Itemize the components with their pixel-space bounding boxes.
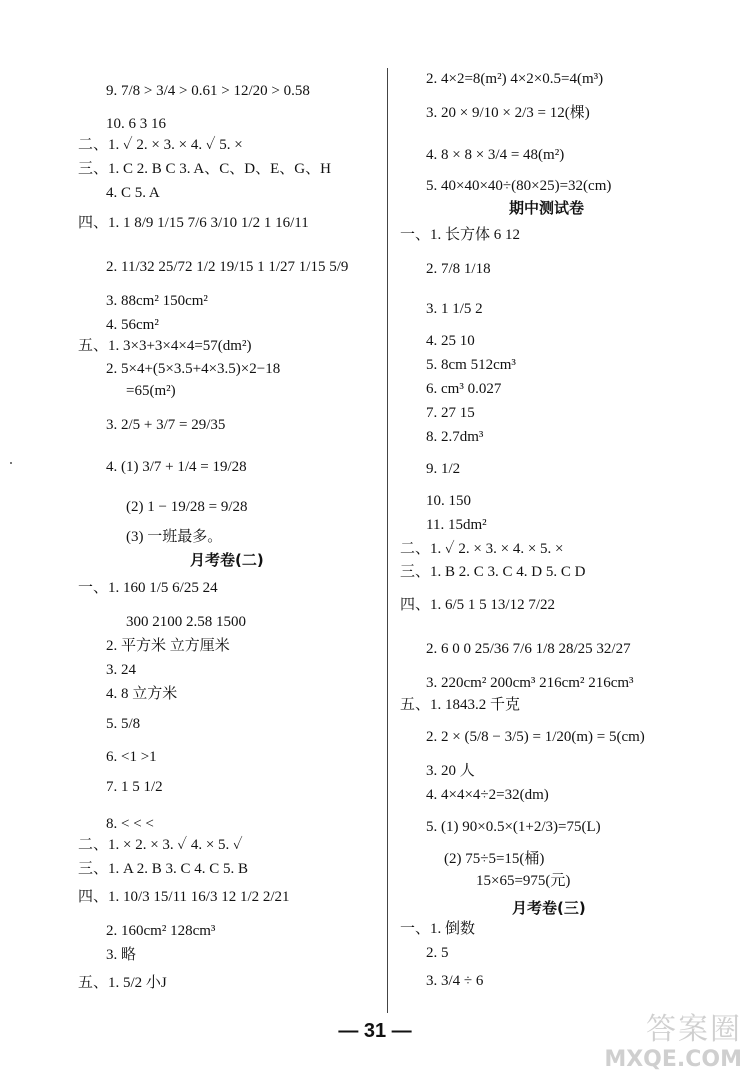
answer-line: 4. 8 × 8 × 3/4 = 48(m²): [426, 147, 565, 163]
answer-line: 8. < < <: [106, 816, 154, 832]
answer-line: 三、1. A 2. B 3. C 4. C 5. B: [78, 861, 249, 877]
answer-line: 5. 8cm 512cm³: [426, 357, 516, 373]
answer-line: =65(m²): [126, 383, 176, 399]
answer-line: 五、1. 5/2 小J: [78, 975, 167, 991]
answer-line: 一、1. 倒数: [400, 921, 476, 937]
answer-line: 10. 6 3 16: [106, 116, 166, 132]
answer-line: 4. 56cm²: [106, 317, 159, 333]
answer-line: 2. 7/8 1/18: [426, 261, 491, 277]
answer-line: 4. C 5. A: [106, 185, 160, 201]
answer-line: 3. 20 × 9/10 × 2/3 = 12(棵): [426, 105, 590, 121]
answer-line: (2) 75÷5=15(桶): [444, 851, 545, 867]
answer-line: 2. 2 × (5/8 − 3/5) = 1/20(m) = 5(cm): [426, 729, 645, 745]
answer-line: 10. 150: [426, 493, 471, 509]
answer-line: 3. 1 1/5 2: [426, 301, 483, 317]
answer-line: 6. cm³ 0.027: [426, 381, 502, 397]
section-heading-midterm: 期中测试卷: [509, 199, 585, 217]
answer-line: 5. (1) 90×0.5×(1+2/3)=75(L): [426, 819, 601, 835]
answer-line: 二、1. ✓ 2. × 3. × 4. × 5. ×: [400, 541, 564, 557]
answer-line: 3. 2/5 + 3/7 = 29/35: [106, 417, 226, 433]
answer-line: 2. 6 0 0 25/36 7/6 1/8 28/25 32/27: [426, 641, 631, 657]
answer-line: 6. <1 >1: [106, 749, 157, 765]
answer-line: 二、1. × 2. × 3. ✓ 4. × 5. ✓: [78, 837, 243, 853]
answer-line: 9. 1/2: [426, 461, 461, 477]
section-heading-monthly-3: 月考卷(三): [512, 899, 586, 917]
answer-line: 三、1. B 2. C 3. C 4. D 5. C D: [400, 564, 586, 580]
answer-line: 3. 3/4 ÷ 6: [426, 973, 484, 989]
answer-line: 9. 7/8 > 3/4 > 0.61 > 12/20 > 0.58: [106, 83, 310, 99]
answer-line: 5. 40×40×40÷(80×25)=32(cm): [426, 178, 612, 194]
answer-line: 4. (1) 3/7 + 1/4 = 19/28: [106, 459, 247, 475]
answer-line: 一、1. 160 1/5 6/25 24: [78, 580, 218, 596]
answer-line: 5. 5/8: [106, 716, 141, 732]
answer-line: 7. 1 5 1/2: [106, 779, 163, 795]
answer-line: (3) 一班最多。: [126, 529, 223, 545]
answer-line: 300 2100 2.58 1500: [126, 614, 246, 630]
answer-line: 7. 27 15: [426, 405, 475, 421]
answer-line: 8. 2.7dm³: [426, 429, 484, 445]
answer-line: 2. 160cm² 128cm³: [106, 923, 216, 939]
page-number: — 31 —: [338, 1020, 412, 1042]
answer-line: 3. 220cm² 200cm³ 216cm² 216cm³: [426, 675, 634, 691]
answer-line: 3. 88cm² 150cm²: [106, 293, 208, 309]
answer-line: 2. 5: [426, 945, 449, 961]
answer-line: 四、1. 6/5 1 5 13/12 7/22: [400, 597, 556, 613]
answer-line: 3. 20 人: [426, 763, 475, 779]
answer-line: 二、1. ✓ 2. × 3. × 4. ✓ 5. ×: [78, 137, 243, 153]
column-divider: [387, 68, 388, 1013]
answer-line: 15×65=975(元): [476, 873, 571, 889]
watermark-logo: 答案圈: [646, 1013, 742, 1046]
margin-dot: [10, 462, 12, 464]
watermark-url: MXQE.COM: [604, 1047, 742, 1072]
answer-line: (2) 1 − 19/28 = 9/28: [126, 499, 248, 515]
answer-line: 2. 11/32 25/72 1/2 19/15 1 1/27 1/15 5/9: [106, 259, 349, 275]
answer-line: 四、1. 10/3 15/11 16/3 12 1/2 2/21: [78, 889, 290, 905]
answer-line: 五、1. 3×3+3×4×4=57(dm²): [78, 338, 252, 354]
answer-line: 4. 25 10: [426, 333, 475, 349]
answer-line: 4. 4×4×4÷2=32(dm): [426, 787, 549, 803]
answer-line: 四、1. 1 8/9 1/15 7/6 3/10 1/2 1 16/11: [78, 215, 309, 231]
answer-line: 2. 平方米 立方厘米: [106, 638, 230, 654]
section-heading-monthly-2: 月考卷(二): [190, 551, 264, 569]
answer-line: 11. 15dm²: [426, 517, 487, 533]
answer-line: 3. 略: [106, 947, 137, 963]
answer-line: 3. 24: [106, 662, 136, 678]
answer-line: 2. 4×2=8(m²) 4×2×0.5=4(m³): [426, 71, 604, 87]
answer-line: 一、1. 长方体 6 12: [400, 227, 521, 243]
answer-line: 三、1. C 2. B C 3. A、C、D、E、G、H: [78, 161, 331, 177]
answer-line: 2. 5×4+(5×3.5+4×3.5)×2−18: [106, 361, 281, 377]
answer-line: 五、1. 1843.2 千克: [400, 697, 521, 713]
answer-line: 4. 8 立方米: [106, 686, 178, 702]
